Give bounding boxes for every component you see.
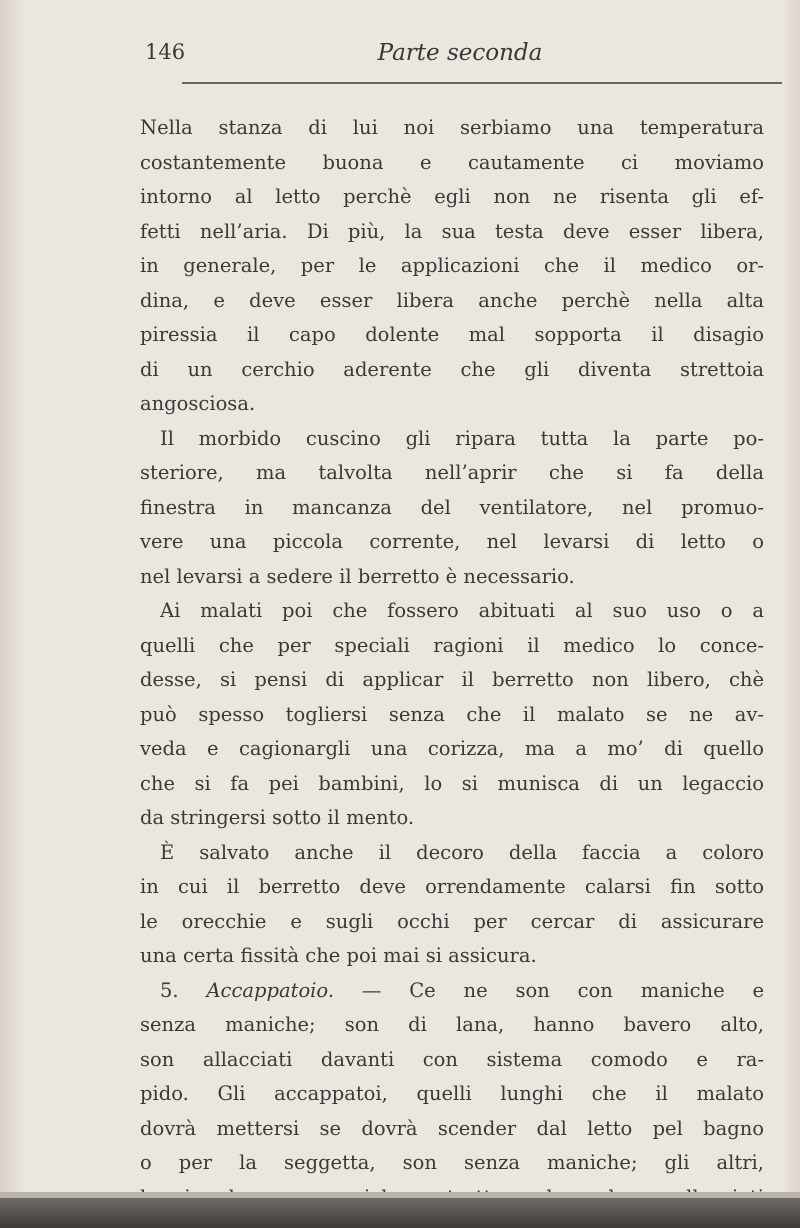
text-line: da stringersi sotto il mento.: [140, 806, 415, 829]
header-rule: [182, 82, 782, 84]
text-line: steriore, ma talvolta nell’aprir che si fa della: [140, 461, 764, 484]
text-line: le orecchie e sugli occhi per cercar di assicurare: [140, 909, 764, 933]
text-line: son allacciati davanti con sistema comodo e ra-: [140, 1047, 764, 1071]
text-line: nel levarsi a sedere il berretto è necessario.: [140, 564, 575, 588]
text-line: veda e cagionargli una corizza, ma a mo’ di quello: [140, 737, 764, 760]
page-edge-shadow: [782, 0, 800, 1228]
text-line: costantemente buona e cautamente ci moviamo: [140, 150, 764, 174]
text-line: angosciosa.: [140, 392, 256, 415]
text-line: può spesso togliersi senza che il malato se ne av-: [140, 702, 764, 726]
text-line: in generale, per le applicazioni che il medico or-: [140, 254, 764, 277]
item-title: Accappatoio.: [206, 978, 335, 1002]
text-line: senza maniche; son di lana, hanno bavero alto,: [140, 1013, 764, 1036]
text-line: piressia il capo dolente mal sopporta il disagio: [140, 323, 764, 346]
text-line: Nella stanza di lui noi serbiamo una temperatura: [140, 116, 764, 139]
text-line: in cui il berretto deve orrendamente calarsi fin sotto: [140, 875, 764, 898]
scan-bottom-shadow: [0, 1198, 800, 1228]
page-binding-shadow: [0, 0, 26, 1228]
item-text: — Ce ne son con maniche e: [361, 978, 765, 1002]
text-line: È salvato anche il decoro della faccia a coloro: [160, 840, 764, 864]
text-line: Il morbido cuscino gli ripara tutta la parte po-: [160, 426, 764, 450]
text-line: desse, si pensi di applicar il berretto non libero, chè: [140, 668, 764, 691]
text-line: di un cerchio aderente che gli diventa strettoia: [140, 357, 764, 381]
text-line: dina, e deve esser libera anche perchè nella alta: [140, 288, 764, 312]
text-line: una certa fissità che poi mai si assicura.: [140, 944, 537, 967]
text-line: fetti nell’aria. Di più, la sua testa deve esser libera,: [140, 219, 764, 243]
running-title: Parte seconda: [377, 40, 543, 66]
text-line: o per la seggetta, son senza maniche; gli altri,: [140, 1151, 764, 1174]
text-line: che si fa pei bambini, lo si munisca di un legaccio: [140, 771, 764, 795]
text-line: intorno al letto perchè egli non ne risenta gli ef-: [140, 185, 764, 208]
text-line: Ai malati poi che fossero abituati al suo uso o a: [160, 599, 764, 622]
page-header: [145, 40, 775, 74]
item-number: 5.: [160, 978, 179, 1002]
page-number: 146: [145, 40, 186, 64]
text-line: dovrà mettersi se dovrà scender dal letto pel bagno: [140, 1116, 764, 1140]
text-line: quelli che per speciali ragioni il medico lo conce-: [140, 633, 764, 657]
text-line: vere una piccola corrente, nel levarsi di letto o: [140, 530, 764, 553]
text-line: finestra in mancanza del ventilatore, nel promuo-: [140, 495, 764, 519]
text-line-item-5: [140, 974, 764, 1009]
text-line: pido. Gli accappatoi, quelli lunghi che il malato: [140, 1082, 764, 1105]
body-text: [140, 111, 764, 1215]
